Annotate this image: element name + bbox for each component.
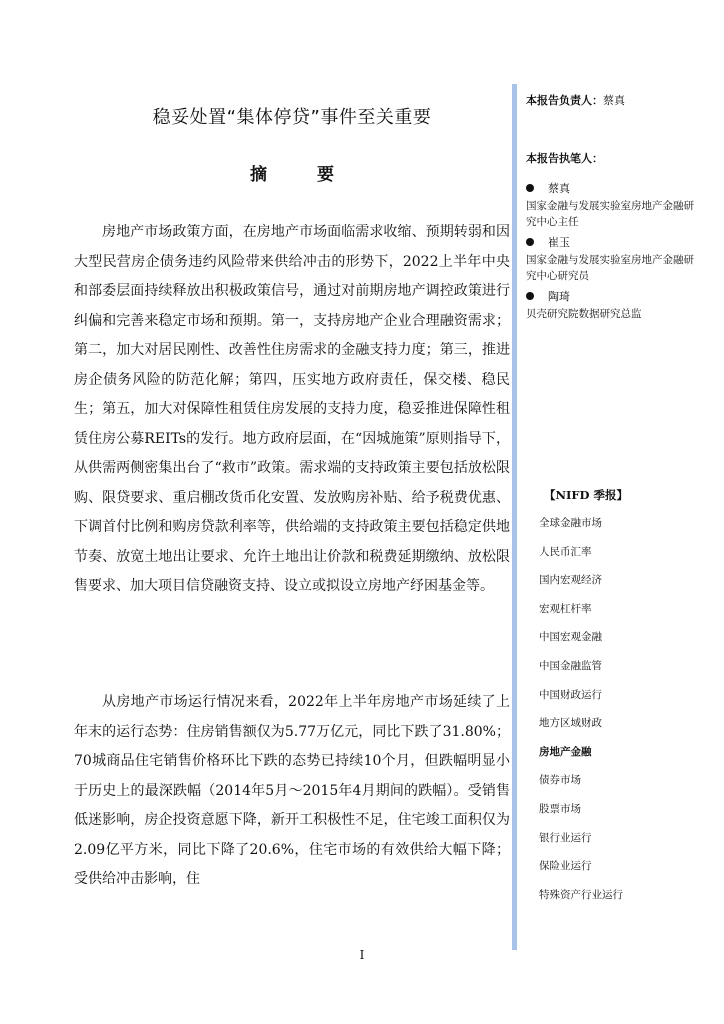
author-name: 蔡真: [548, 182, 570, 195]
nifd-item[interactable]: 宏观杠杆率: [539, 602, 592, 615]
nifd-item[interactable]: 国内宏观经济: [539, 574, 602, 587]
abstract-paragraph-2: 从房地产市场运行情况来看，2022年上半年房地产市场延续了上年末的运行态势：住房销售额仅为5.77万亿元，同比下跌了31.80%；70城商品住宅销售价格环比下跌的态势已持续10个月，但跌幅明显小于历史上的最深跌幅（2014年5月～2015年4月期间的跌幅）。受销售低迷影响，房企投资意愿下降，新开工积极性不足，住宅竣工面积仅为2.09亿平方米，同比下降了20.6%，住宅市场的有效供给大幅下降；受供给冲击影响，住: [74, 694, 510, 887]
author-name: 崔玉: [548, 236, 570, 249]
abstract-heading: 摘 要: [250, 165, 356, 185]
bullet-icon: [526, 238, 534, 246]
author-affiliation: 国家金融与发展实验室房地产金融研究中心研究员: [526, 254, 694, 282]
nifd-item[interactable]: 地方区域财政: [539, 717, 602, 730]
nifd-title: 【NIFD 季报】: [543, 488, 629, 502]
responsible-label: 本报告负责人：: [526, 94, 603, 107]
nifd-item[interactable]: 全球金融市场: [539, 517, 602, 529]
author-name: 陶琦: [548, 290, 570, 303]
nifd-item[interactable]: 中国金融监管: [539, 659, 602, 672]
responsible-name: 蔡真: [603, 94, 625, 107]
sidebar-divider: [512, 84, 517, 950]
abstract-paragraph-1: 房地产市场政策方面，在房地产市场面临需求收缩、预期转弱和因大型民营房企债务违约风险带来供给冲击的形势下，2022上半年中央和部委层面持续释放出积极政策信号，通过对前期房地产调控政策进行纠偏和完善来稳定市场和预期。第一，支持房地产企业合理融资需求；第二，加大对居民刚性、改善性住房需求的金融支持力度；第三，推进房企债务风险的防范化解；第四，压实地方政府责任，保交楼、稳民生；第五，加大对保障性租赁住房发展的支持力度，稳妥推进保障性租赁住房公募REITs的发行。地方政府层面，在“因城施策”原则指导下，从供需两侧密集出台了“救市”政策。需求端的支持政策主要包括放松限购、限贷要求、重启棚改货币化安置、发放购房补贴、给予税费优惠、下调首付比例和购房贷款利率等，供给端的支持政策主要包括稳定供地节奏、放宽土地出让要求、允许土地出让价款和税费延期缴纳、放松限售要求、加大项目信贷融资支持、设立或拟设立房地产纾困基金等。: [74, 224, 510, 594]
nifd-item[interactable]: 债券市场: [539, 774, 581, 787]
author-list: [526, 176, 696, 324]
nifd-item[interactable]: 保险业运行: [539, 860, 592, 873]
author-item: [526, 232, 696, 284]
author-affiliation: 国家金融与发展实验室房地产金融研究中心主任: [526, 200, 694, 228]
authors-heading: 本报告执笔人：: [526, 152, 603, 165]
nifd-item[interactable]: 中国财政运行: [539, 688, 602, 701]
bullet-icon: [526, 184, 534, 192]
nifd-item[interactable]: 股票市场: [539, 802, 581, 815]
nifd-item[interactable]: 人民币汇率: [539, 545, 592, 558]
nifd-report-nav: [526, 487, 696, 915]
author-affiliation: 贝壳研究院数据研究总监: [526, 308, 642, 320]
author-item: [526, 286, 696, 322]
report-responsible: [526, 92, 696, 108]
author-item: [526, 178, 696, 230]
bullet-icon: [526, 292, 534, 300]
page-number: I: [359, 948, 365, 962]
nifd-item[interactable]: 特殊资产行业运行: [539, 888, 623, 901]
nifd-item[interactable]: 银行业运行: [539, 831, 592, 844]
nifd-item[interactable]: 中国宏观金融: [539, 631, 602, 644]
page-title: 稳妥处置“集体停贷”事件至关重要: [152, 107, 432, 128]
nifd-item[interactable]: 房地产金融: [539, 745, 592, 758]
